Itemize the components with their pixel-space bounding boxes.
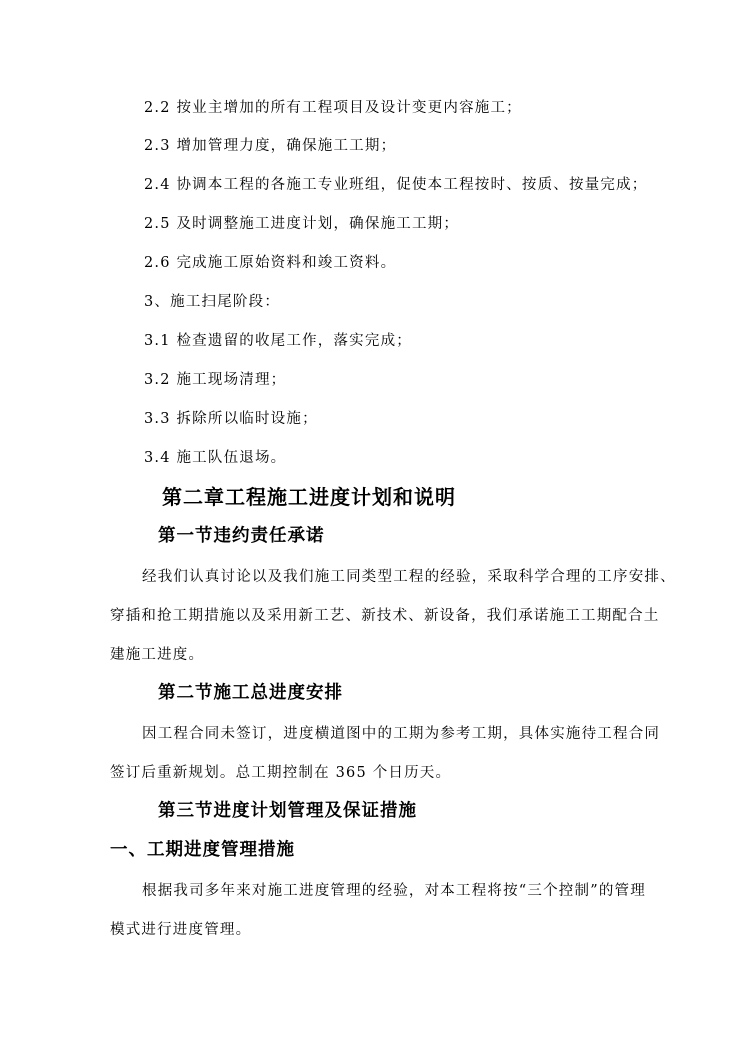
list-item: 2.6 完成施工原始资料和竣工资料。 xyxy=(144,255,397,271)
section-title: 第三节进度计划管理及保证措施 xyxy=(158,801,417,821)
chapter-title: 第二章工程施工进度计划和说明 xyxy=(162,485,456,509)
list-item: 3.1 检查遗留的收尾工作，落实完成； xyxy=(144,333,412,349)
subsection-title: 一、工期进度管理措施 xyxy=(110,840,295,860)
stage-heading: 3、施工扫尾阶段： xyxy=(144,294,281,310)
list-item: 2.4 协调本工程的各施工专业班组，促使本工程按时、按质、按量完成； xyxy=(144,177,648,193)
list-item: 3.3 拆除所以临时设施； xyxy=(144,411,318,427)
section-title: 第二节施工总进度安排 xyxy=(158,683,343,703)
paragraph-line: 签订后重新规划。总工期控制在 365 个日历天。 xyxy=(110,765,452,781)
paragraph-line: 根据我司多年来对施工进度管理的经验，对本工程将按“三个控制”的管理 xyxy=(142,883,646,899)
paragraph-line: 建施工进度。 xyxy=(110,647,205,663)
paragraph-line: 经我们认真讨论以及我们施工同类型工程的经验，采取科学合理的工序安排、 xyxy=(142,569,676,585)
list-item: 2.5 及时调整施工进度计划，确保施工工期； xyxy=(144,216,460,232)
section-title: 第一节违约责任承诺 xyxy=(158,526,325,546)
paragraph-line: 因工程合同未签订，进度横道图中的工期为参考工期，具体实施待工程合同 xyxy=(142,726,661,742)
list-item: 3.4 施工队伍退场。 xyxy=(144,450,287,466)
list-item: 2.3 增加管理力度，确保施工工期； xyxy=(144,138,397,154)
paragraph-line: 穿插和抢工期措施以及采用新工艺、新技术、新设备，我们承诺施工工期配合土 xyxy=(110,608,660,624)
list-item: 3.2 施工现场清理； xyxy=(144,372,287,388)
paragraph-line: 模式进行进度管理。 xyxy=(110,922,252,938)
list-item: 2.2 按业主增加的所有工程项目及设计变更内容施工； xyxy=(144,100,522,116)
